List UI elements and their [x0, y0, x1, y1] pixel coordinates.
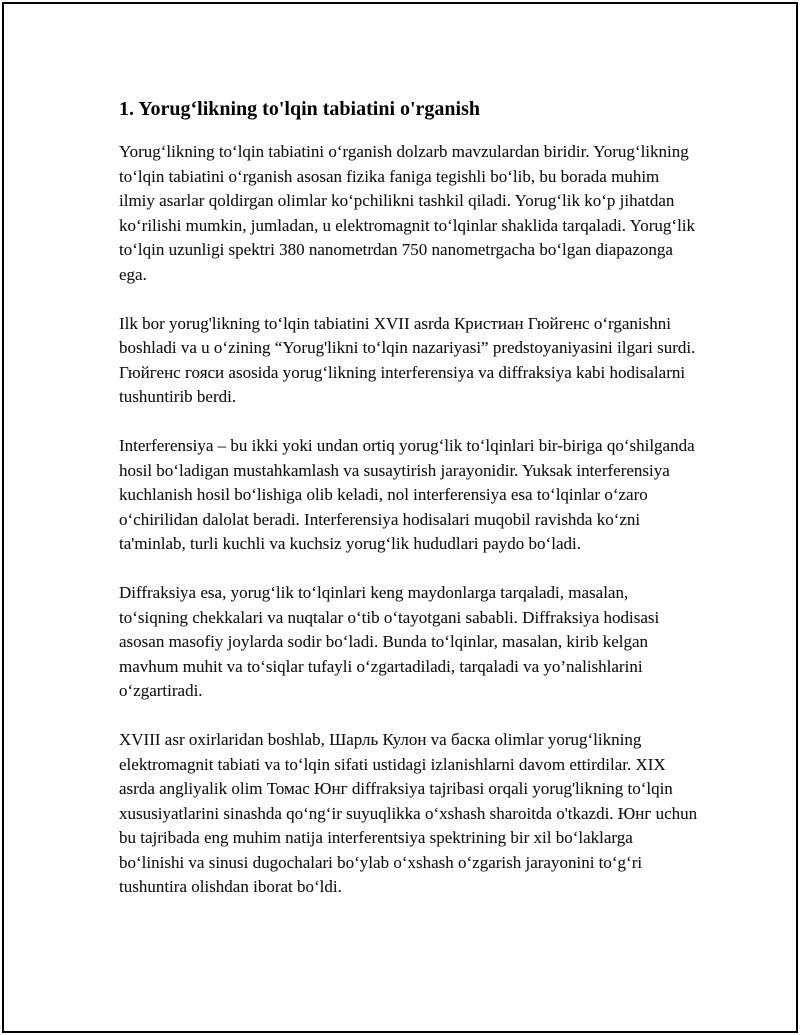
paragraph-1: Yorug‘likning to‘lqin tabiatini o‘rganish dolzarb mavzulardan biridir. Yorug‘likning to‘lqin tabiatini o‘rganish asosan fizika faniga tegishli bo‘lib, bu borada muhim ilmiy asarlar qoldirgan olimlar ko‘pchilikni tashkil qiladi. Yorug‘lik ko‘p jihatdan ko‘rilishi mumkin, jumladan, u elektromagnit to‘lqinlar shaklida tarqaladi. Yorug‘lik to‘lqin uzunligi spektri 380 nanometrdan 750 nanometrgacha bo‘lgan diapazonga ega. [119, 142, 696, 284]
document-body [119, 96, 699, 924]
paragraph-4: Diffraksiya esa, yorug‘lik to‘lqinlari keng maydonlarga tarqaladi, masalan, to‘siqning chekkalari va nuqtalar o‘tib o‘tayotgani sababli. Diffraksiya hodisasi asosan masofiy joylarda sodir bo‘ladi. Bunda to‘lqinlar, masalan, kirib kelgan mavhum muhit va to‘siqlar tufayli o‘zgartadiladi, tarqaladi va yo’nalishlarini o‘zgartiradi. [119, 583, 660, 700]
document-page [2, 2, 798, 1033]
paragraph-3: Interferensiya – bu ikki yoki undan ortiq yorug‘lik to‘lqinlari bir-biriga qo‘shilganda hosil bo‘ladigan mustahkamlash va susaytirish jarayonidir. Yuksak interferensiya kuchlanish hosil bo‘lishiga olib keladi, nol interferensiya esa to‘lqinlar o‘zaro o‘chirilidan dalolat beradi. Interferensiya hodisalari muqobil ravishda ko‘zni ta'minlab, turli kuchli va kuchsiz yorug‘lik hududlari paydo bo‘ladi. [119, 436, 695, 553]
paragraph-2: Ilk bor yorug'likning to‘lqin tabiatini XVII asrda Кристиан Гюйгенс o‘rganishni boshladi va u o‘zining “Yorug'likni to‘lqin nazariyasi” predstoyaniyasini ilgari surdi. Гюйгенс гояси asosida yorug‘likning interferensiya va diffraksiya kabi hodisalarni tushuntirib berdi. [119, 313, 696, 406]
section-heading: 1. Yorug‘likning to'lqin tabiatini o'rganish [119, 98, 481, 120]
paragraph-5: XVIII asr oxirlaridan boshlab, Шарль Кулон va баска olimlar yorug‘likning elektromagnit tabiati va to‘lqin sifati ustidagi izlanishlarni davom ettirdilar. XIX asrda angliyalik olim Томас Юнг diffraksiya tajribasi orqali yorug'likning to‘lqin xususiyatlarini sinashda qo‘ng‘ir suyuqlikka o‘xshash sharoitda o'tkazdi. Юнг uchun bu tajribada eng muhim natija interferentsiya spektrining bir xil bo‘laklarga bo‘linishi va sinusi dugochalari bo‘ylab o‘xshash o‘zgarish jarayonini to‘g‘ri tushuntira olishdan iborat bo‘ldi. [119, 730, 698, 896]
